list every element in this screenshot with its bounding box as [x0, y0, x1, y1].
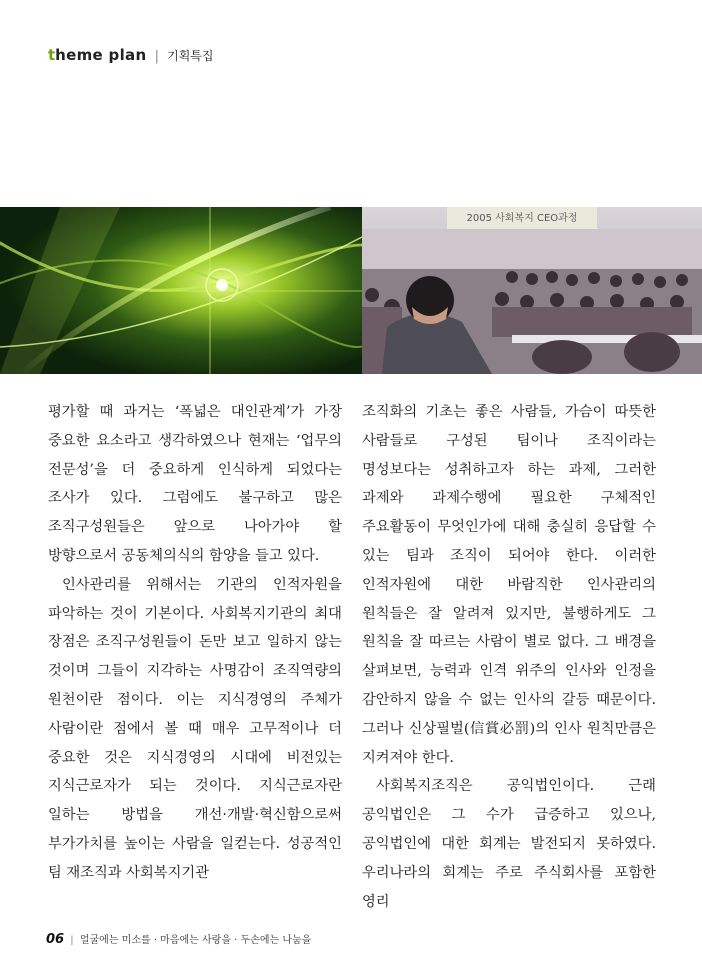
photo-sign-text: 2005 사회복지 CEO과정	[466, 213, 578, 224]
paragraph: 사회복지조직은 공익법인이다. 근래 공익법인은 그 수가 급증하고 있으나, 공익법인에 대한 회계는 발전되지 못하였다. 우리나라의 회계는 주로 주식회사를 포함한 영리	[362, 778, 656, 910]
left-text-column	[48, 398, 342, 888]
theme-initial: t	[48, 46, 56, 64]
header-separator: |	[154, 49, 159, 64]
abstract-green-graphic	[0, 207, 362, 374]
paragraph: 조직화의 기초는 좋은 사람들, 가슴이 따뜻한 사람들로 구성된 팀이나 조직이라는 명성보다는 성취하고자 하는 과제, 그러한 과제와 과제수행에 필요한 구체적인 주요활동이 무엇인가에 대해 충실히 응답할 수 있는 팀과 조직이 되어야 한다. 이러한 인적자원에 대한 바람직한 인사관리의 원칙들은 잘 알려져 있지만, 불행하게도 그 원칙을 잘 따르는 사람이 별로 없다. 그 배경을 살펴보면, 능력과 인격 위주의 인사와 인정을 감안하지 않을 수 없는 인사의 갈등 때문이다. 그러나 신상필벌(信賞必罰)의 인사 원칙만큼은 지켜져야 한다.	[362, 404, 656, 766]
category-label: 기획특집	[167, 49, 214, 63]
banner-image	[0, 207, 702, 374]
paragraph: 평가할 때 과거는 ‘폭넓은 대인관계’가 가장 중요한 요소라고 생각하였으나 현재는 ‘업무의 전문성’을 더 중요하게 인식하게 되었다는 조사가 있다. 그럼에도 불구하고 많은 조직구성원들은 앞으로 나아가야 할 방향으로서 공동체의식의 함양을 들고 있다.	[48, 404, 342, 564]
seminar-photo	[362, 207, 702, 374]
paragraph: 인사관리를 위해서는 기관의 인적자원을 파악하는 것이 기본이다. 사회복지기관의 최대 장점은 조직구성원들이 돈만 보고 일하지 않는 것이며 그들이 지각하는 사명감이 조직역량의 원천이란 점이다. 이는 지식경영의 주체가 사람이란 점에서 볼 때 매우 고무적이나 더 중요한 것은 지식경영의 시대에 비전있는 지식근로자가 되는 것이다. 지식근로자란 일하는 방법을 개선·개발·혁신함으로써 부가가치를 높이는 사람을 일컫는다. 성공적인 팀 재조직과 사회복지기관	[48, 576, 342, 881]
footer-slogan: 얼굴에는 미소를 · 마음에는 사랑을 · 두손에는 나눔을	[79, 935, 312, 946]
footer-separator: |	[70, 935, 74, 946]
theme-label: heme plan	[55, 46, 147, 64]
section-header	[48, 46, 213, 64]
right-text-column	[362, 398, 656, 916]
page-number: 06	[46, 932, 65, 947]
page-footer	[46, 931, 311, 947]
